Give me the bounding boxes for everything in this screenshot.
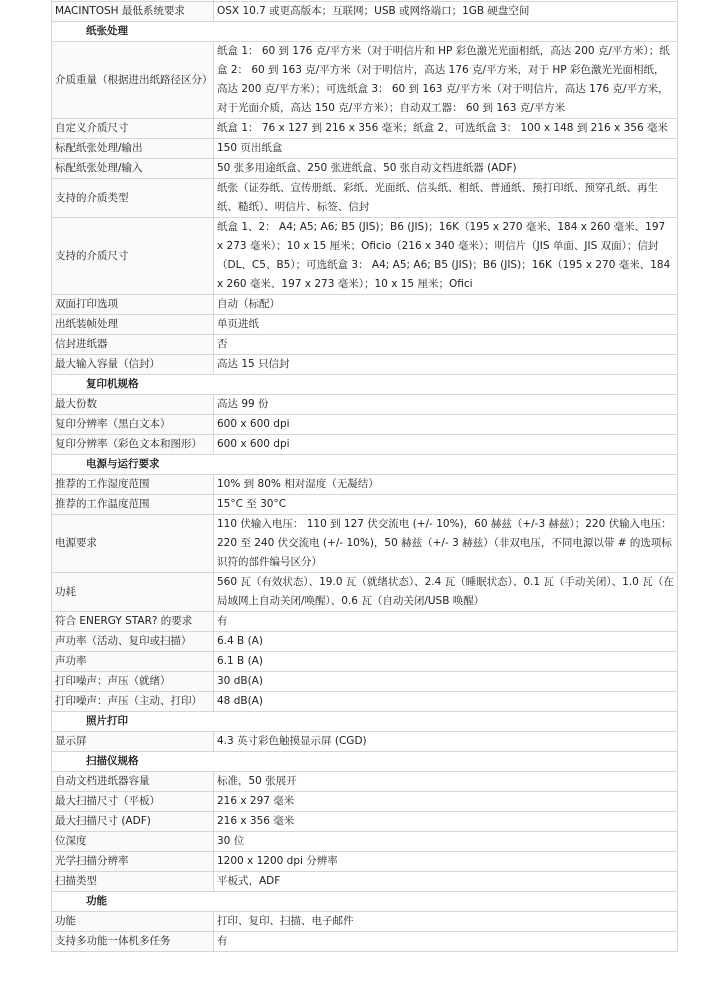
spec-label: 位深度 [52,832,214,852]
spec-value: 600 x 600 dpi [214,435,678,455]
spec-row [52,295,678,315]
spec-label: 信封进纸器 [52,335,214,355]
spec-row [52,119,678,139]
spec-label: 功耗 [52,573,214,612]
spec-label: 介质重量（根据进出纸路径区分） [52,42,214,119]
section-title: 电源与运行要求 [52,455,678,475]
section-title: 复印机规格 [52,375,678,395]
spec-label: 支持的介质类型 [52,179,214,218]
section-title: 功能 [52,892,678,912]
spec-label: 最大扫描尺寸（平板） [52,792,214,812]
spec-row [52,573,678,612]
spec-label: 声功率（活动、复印或扫描） [52,632,214,652]
spec-label: 符合 ENERGY STAR? 的要求 [52,612,214,632]
spec-label: 最大输入容量（信封） [52,355,214,375]
spec-label: 复印分辨率（黑白文本） [52,415,214,435]
spec-label: 声功率 [52,652,214,672]
section-header-row [52,22,678,42]
spec-label: 自动文档进纸器容量 [52,772,214,792]
spec-value: 560 瓦（有效状态）、19.0 瓦（就绪状态）、2.4 瓦（睡眠状态）、0.1 瓦（手动关闭）、1.0 瓦（在局域网上自动关闭/唤醒）、0.6 瓦（自动关闭/USB 唤醒） [214,573,678,612]
spec-label: 出纸装帧处理 [52,315,214,335]
spec-value: 单页进纸 [214,315,678,335]
section-header-row [52,455,678,475]
spec-value: 150 页出纸盒 [214,139,678,159]
section-header-row [52,712,678,732]
spec-row [52,315,678,335]
spec-label: 推荐的工作温度范围 [52,495,214,515]
spec-row [52,42,678,119]
spec-label: 推荐的工作湿度范围 [52,475,214,495]
spec-value: 高达 99 份 [214,395,678,415]
spec-row [52,872,678,892]
spec-row [52,692,678,712]
spec-value: 1200 x 1200 dpi 分辨率 [214,852,678,872]
spec-value: 216 x 356 毫米 [214,812,678,832]
spec-value: 纸张（证券纸、宣传册纸、彩纸、光面纸、信头纸、相纸、普通纸、预打印纸、预穿孔纸、再生纸、糙纸）、明信片、标签、信封 [214,179,678,218]
spec-table [51,0,678,952]
spec-value: 600 x 600 dpi [214,415,678,435]
spec-label: 功能 [52,912,214,932]
section-header-row [52,752,678,772]
spec-row [52,355,678,375]
spec-row [52,179,678,218]
section-header-row [52,892,678,912]
spec-row [52,632,678,652]
spec-row [52,435,678,455]
spec-value: 纸盒 1： 60 到 176 克/平方米（对于明信片和 HP 彩色激光光面相纸，高达 200 克/平方米）；纸盒 2： 60 到 163 克/平方米（对于明信片，高达 176 克/平方米，对于 HP 彩色激光光面相纸，高达 200 克/平方米）；可选纸盒 3： 60 到 163 克/平方米（对于明信片，高达 176 克/平方米，对于光面介质，高达 150 克/平方米）；自动双工器： 60 到 163 克/平方米 [214,42,678,119]
spec-value: 110 伏输入电压： 110 到 127 伏交流电 (+/- 10%)，60 赫兹（+/-3 赫兹）；220 伏输入电压： 220 至 240 伏交流电 (+/- 10%)，50 赫兹（+/- 3 赫兹）（非双电压，不同电源以带 # 的选项标识符的部件编号区分） [214,515,678,573]
spec-row [52,159,678,179]
spec-value: 纸盒 1、2： A4; A5; A6; B5 (JIS)；B6 (JIS)；16K（195 x 270 毫米、184 x 260 毫米、197 x 273 毫米）；10 x 15 厘米；Oficio（216 x 340 毫米）；明信片（JIS 单面、JIS 双面）；信封（DL、C5、B5）；可选纸盒 3： A4; A5; A6; B5 (JIS)；B6 (JIS)；16K（195 x 270 毫米、184 x 260 毫米、197 x 273 毫米）；10 x 15 厘米；Ofici [214,218,678,295]
spec-label: 标配纸张处理/输入 [52,159,214,179]
spec-value: 48 dB(A) [214,692,678,712]
spec-value: 纸盒 1： 76 x 127 到 216 x 356 毫米；纸盒 2、可选纸盒 3： 100 x 148 到 216 x 356 毫米 [214,119,678,139]
spec-row [52,652,678,672]
spec-row [52,672,678,692]
spec-label: 扫描类型 [52,872,214,892]
spec-label: 支持多功能一体机多任务 [52,932,214,952]
spec-row [52,495,678,515]
spec-value: 高达 15 只信封 [214,355,678,375]
spec-row [52,832,678,852]
spec-row [52,932,678,952]
spec-value: 50 张多用途纸盒、250 张进纸盒、50 张自动文档进纸器 (ADF) [214,159,678,179]
spec-label: 打印噪声：声压（就绪） [52,672,214,692]
spec-row [52,772,678,792]
spec-value: 30 dB(A) [214,672,678,692]
spec-label: 自定义介质尺寸 [52,119,214,139]
spec-label: 复印分辨率（彩色文本和图形） [52,435,214,455]
spec-value: 10% 到 80% 相对湿度（无凝结） [214,475,678,495]
spec-row [52,812,678,832]
section-title: 照片打印 [52,712,678,732]
spec-row [52,2,678,22]
spec-label: 电源要求 [52,515,214,573]
spec-row [52,335,678,355]
spec-value: 6.1 B (A) [214,652,678,672]
spec-table-body [52,0,678,952]
spec-value: OSX 10.7 或更高版本；互联网；USB 或网络端口；1GB 硬盘空间 [214,2,678,22]
spec-row [52,395,678,415]
spec-label: 支持的介质尺寸 [52,218,214,295]
spec-label: 最大扫描尺寸 (ADF) [52,812,214,832]
spec-value: 6.4 B (A) [214,632,678,652]
spec-value: 4.3 英寸彩色触摸显示屏 (CGD) [214,732,678,752]
spec-value: 标准，50 张展开 [214,772,678,792]
spec-sheet [51,0,678,952]
spec-row [52,515,678,573]
spec-row [52,218,678,295]
spec-value: 有 [214,932,678,952]
spec-row [52,415,678,435]
spec-value: 否 [214,335,678,355]
spec-label: 双面打印选项 [52,295,214,315]
section-title: 扫描仪规格 [52,752,678,772]
spec-row [52,612,678,632]
spec-row [52,732,678,752]
spec-value: 打印、复印、扫描、电子邮件 [214,912,678,932]
spec-label: 打印噪声：声压（主动、打印） [52,692,214,712]
spec-value: 自动（标配） [214,295,678,315]
spec-value: 有 [214,612,678,632]
spec-value: 30 位 [214,832,678,852]
spec-value: 216 x 297 毫米 [214,792,678,812]
spec-row [52,792,678,812]
spec-row [52,912,678,932]
spec-label: MACINTOSH 最低系统要求 [52,2,214,22]
spec-label: 显示屏 [52,732,214,752]
spec-row [52,852,678,872]
spec-row [52,139,678,159]
section-title: 纸张处理 [52,22,678,42]
spec-label: 标配纸张处理/输出 [52,139,214,159]
spec-value: 平板式，ADF [214,872,678,892]
spec-value: 15°C 至 30°C [214,495,678,515]
spec-row [52,475,678,495]
spec-label: 最大份数 [52,395,214,415]
spec-label: 光学扫描分辨率 [52,852,214,872]
section-header-row [52,375,678,395]
